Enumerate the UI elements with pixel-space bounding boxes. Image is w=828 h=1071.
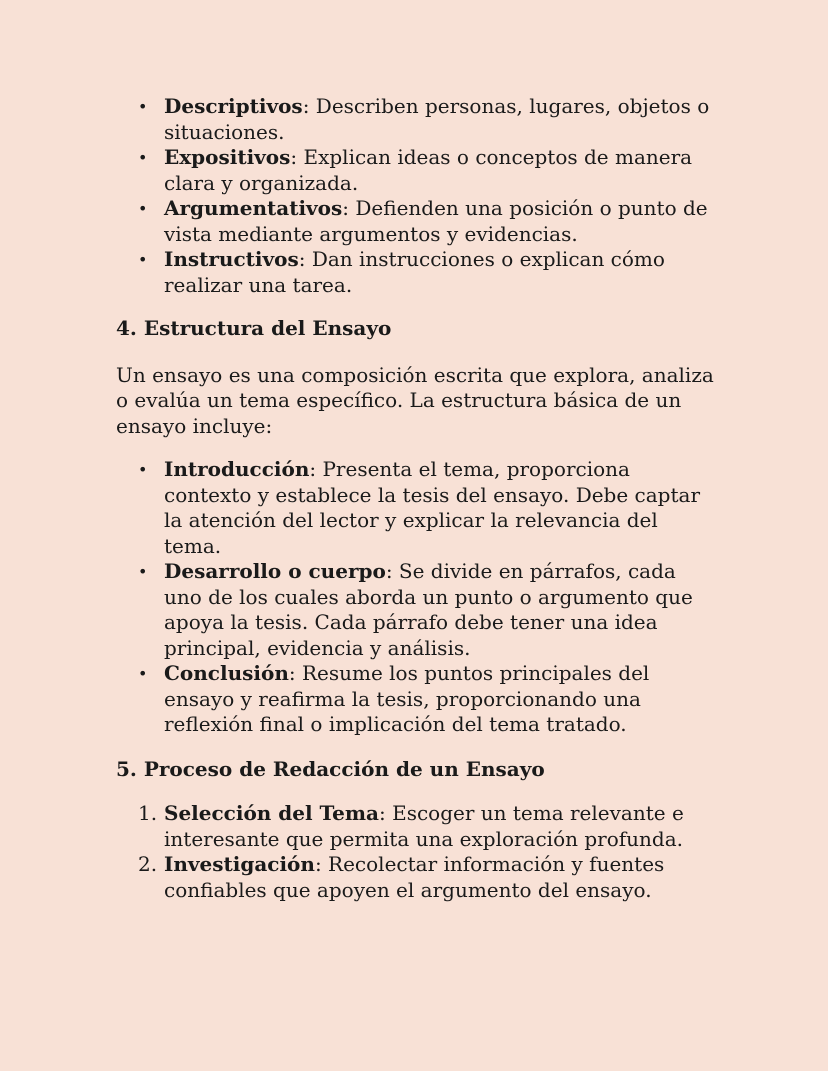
list-item-text: : Defienden una posición o punto de vista mediante argumentos y evidencias. xyxy=(164,196,708,246)
text-types-list xyxy=(116,94,718,298)
essay-structure-list xyxy=(116,457,718,738)
list-item-term: Expositivos xyxy=(164,145,291,169)
list-item-term: Selección del Tema xyxy=(164,801,379,825)
list-item-term: Argumentativos xyxy=(164,196,343,220)
list-item-text: : Describen personas, lugares, objetos o situaciones. xyxy=(164,94,710,144)
list-item-term: Descriptivos xyxy=(164,94,303,118)
section-intro-paragraph: Un ensayo es una composición escrita que explora, analiza o evalúa un tema específico. La estructura básica de un ensayo incluye: xyxy=(116,362,714,438)
list-item xyxy=(116,852,718,903)
section-heading-structure: 4. Estructura del Ensayo xyxy=(116,316,392,340)
section-heading-process: 5. Proceso de Redacción de un Ensayo xyxy=(116,756,545,781)
list-item-term: Desarrollo o cuerpo xyxy=(164,559,386,583)
list-item xyxy=(116,457,718,559)
list-item xyxy=(116,559,718,661)
list-item-text: : Explican ideas o conceptos de manera clara y organizada. xyxy=(164,145,693,195)
list-item xyxy=(116,94,718,145)
list-item-term: Introducción xyxy=(164,457,310,481)
list-item-number: 2. xyxy=(138,852,158,876)
list-item xyxy=(116,145,718,196)
list-item-text: : Recolectar información y fuentes confiables que apoyen el argumento del ensayo. xyxy=(164,852,665,902)
list-item-text: : Escoger un tema relevante e interesante que permita una exploración profunda. xyxy=(164,801,684,851)
list-item-text: : Presenta el tema, proporciona contexto y establece la tesis del ensayo. Debe captar la atención del lector y explicar la relevancia del tema. xyxy=(164,457,701,558)
list-item-term: Instructivos xyxy=(164,247,299,271)
list-item xyxy=(116,661,718,738)
list-item-text: : Dan instrucciones o explican cómo realizar una tarea. xyxy=(164,247,665,297)
list-item xyxy=(116,196,718,247)
list-item-term: Investigación xyxy=(164,852,315,876)
writing-process-list xyxy=(116,801,718,903)
list-item-text: : Se divide en párrafos, cada uno de los cuales aborda un punto o argumento que apoya la tesis. Cada párrafo debe tener una idea principal, evidencia y análisis. xyxy=(164,559,693,660)
list-item xyxy=(116,801,718,852)
list-item-text: : Resume los puntos principales del ensayo y reafirma la tesis, proporcionando una reflexión final o implicación del tema tratado. xyxy=(164,661,650,736)
list-item xyxy=(116,247,718,298)
list-item-number: 1. xyxy=(138,801,158,825)
list-item-term: Conclusión xyxy=(164,661,289,685)
